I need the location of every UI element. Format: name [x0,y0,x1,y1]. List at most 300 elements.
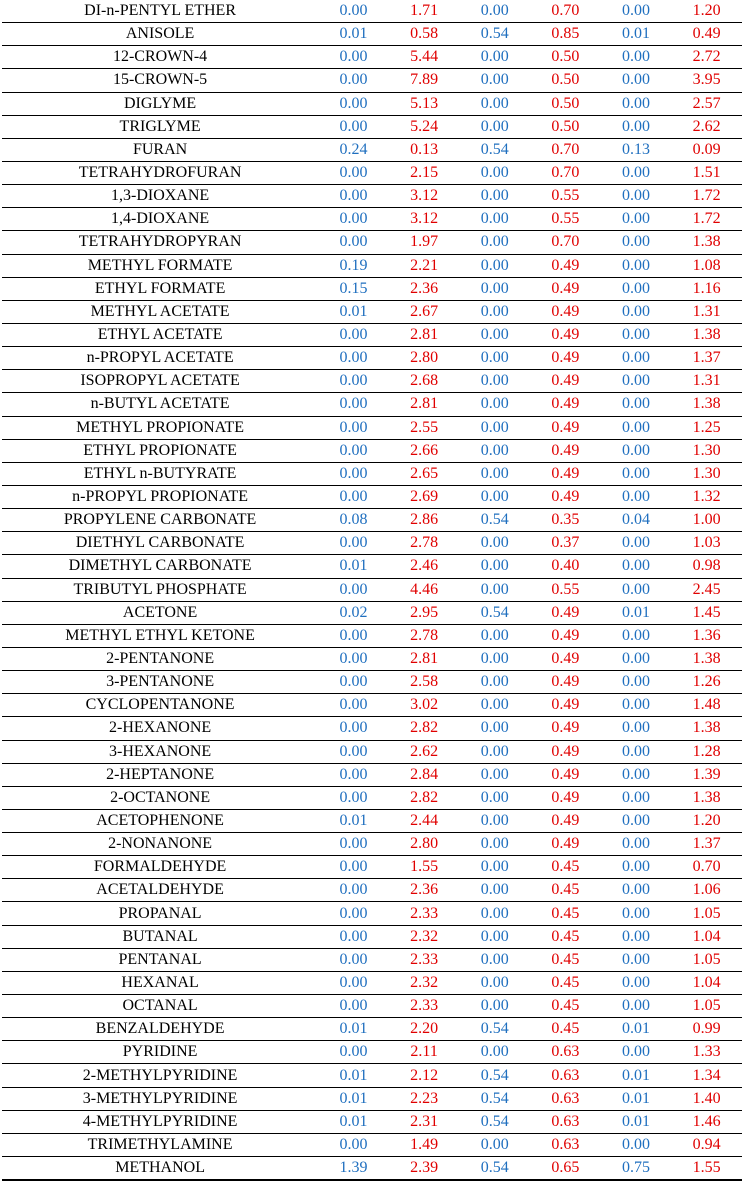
solvent-name-cell: ACETOPHENONE [2,809,318,832]
value-cell: 0.01 [601,1018,672,1041]
table-row [2,578,742,601]
table-row [2,254,742,277]
value-cell: 0.00 [601,948,672,971]
solvent-name-cell: 2-HEXANONE [2,717,318,740]
solvent-name-cell: 2-METHYLPYRIDINE [2,1064,318,1087]
table-row [2,647,742,670]
value-cell: 0.00 [601,277,672,300]
table-row [2,1018,742,1041]
value-cell: 3.12 [389,185,460,208]
table-row [2,485,742,508]
value-cell: 0.00 [459,115,530,138]
value-cell: 1.25 [671,416,742,439]
value-cell: 0.00 [459,763,530,786]
solvent-name-cell: TRIBUTYL PHOSPHATE [2,578,318,601]
table-row [2,879,742,902]
value-cell: 0.00 [318,902,389,925]
solvent-name-cell: 3-HEXANONE [2,740,318,763]
value-cell: 0.00 [318,833,389,856]
value-cell: 0.00 [601,323,672,346]
solvent-name-cell: FURAN [2,138,318,161]
value-cell: 2.78 [389,532,460,555]
value-cell: 7.89 [389,69,460,92]
solvent-name-cell: BENZALDEHYDE [2,1018,318,1041]
value-cell: 0.00 [459,786,530,809]
value-cell: 0.50 [530,92,601,115]
value-cell: 1.32 [671,485,742,508]
value-cell: 2.72 [671,46,742,69]
value-cell: 0.00 [459,277,530,300]
value-cell: 0.00 [318,92,389,115]
value-cell: 0.00 [318,995,389,1018]
solvent-name-cell: METHYL PROPIONATE [2,416,318,439]
value-cell: 0.00 [318,1041,389,1064]
solvent-name-cell: FORMALDEHYDE [2,856,318,879]
value-cell: 0.00 [601,161,672,184]
value-cell: 2.80 [389,833,460,856]
value-cell: 0.00 [318,439,389,462]
value-cell: 0.49 [530,254,601,277]
value-cell: 0.00 [318,393,389,416]
solvent-name-cell: TRIGLYME [2,115,318,138]
value-cell: 0.00 [601,717,672,740]
value-cell: 0.50 [530,115,601,138]
value-cell: 2.32 [389,971,460,994]
value-cell: 0.49 [530,462,601,485]
value-cell: 0.00 [459,393,530,416]
value-cell: 0.00 [601,92,672,115]
value-cell: 0.01 [318,809,389,832]
value-cell: 0.00 [601,809,672,832]
value-cell: 2.11 [389,1041,460,1064]
value-cell: 0.00 [318,694,389,717]
value-cell: 1.37 [671,833,742,856]
value-cell: 0.54 [459,601,530,624]
value-cell: 2.21 [389,254,460,277]
table-row [2,1087,742,1110]
value-cell: 2.33 [389,902,460,925]
value-cell: 0.49 [530,694,601,717]
table-row [2,69,742,92]
value-cell: 0.70 [530,138,601,161]
value-cell: 1.72 [671,185,742,208]
value-cell: 0.00 [459,856,530,879]
value-cell: 0.55 [530,185,601,208]
table-row [2,462,742,485]
value-cell: 0.00 [459,416,530,439]
value-cell: 0.00 [601,416,672,439]
value-cell: 1.46 [671,1110,742,1133]
table-row [2,786,742,809]
value-cell: 0.00 [459,578,530,601]
value-cell: 0.01 [318,1064,389,1087]
value-cell: 0.00 [601,740,672,763]
value-cell: 2.67 [389,300,460,323]
value-cell: 0.00 [601,578,672,601]
value-cell: 0.99 [671,1018,742,1041]
value-cell: 0.24 [318,138,389,161]
table-row [2,0,742,23]
value-cell: 0.49 [530,601,601,624]
value-cell: 3.12 [389,208,460,231]
solvent-name-cell: 2-NONANONE [2,833,318,856]
table-row [2,1133,742,1156]
value-cell: 1.55 [389,856,460,879]
solvent-name-cell: TRIMETHYLAMINE [2,1133,318,1156]
value-cell: 0.00 [601,1041,672,1064]
value-cell: 2.84 [389,763,460,786]
value-cell: 0.45 [530,1018,601,1041]
value-cell: 0.00 [318,185,389,208]
value-cell: 0.00 [318,786,389,809]
value-cell: 0.00 [318,1133,389,1156]
value-cell: 0.00 [459,231,530,254]
value-cell: 0.00 [318,879,389,902]
value-cell: 0.00 [459,1041,530,1064]
value-cell: 0.00 [318,46,389,69]
value-cell: 0.00 [601,208,672,231]
value-cell: 0.54 [459,1087,530,1110]
value-cell: 2.36 [389,277,460,300]
solvent-name-cell: BUTANAL [2,925,318,948]
value-cell: 0.70 [530,161,601,184]
value-cell: 0.70 [530,231,601,254]
value-cell: 0.00 [318,740,389,763]
value-cell: 0.63 [530,1041,601,1064]
table-row [2,833,742,856]
solvent-name-cell: METHYL ETHYL KETONE [2,624,318,647]
solvent-name-cell: 3-METHYLPYRIDINE [2,1087,318,1110]
value-cell: 2.66 [389,439,460,462]
value-cell: 0.01 [318,1110,389,1133]
value-cell: 0.02 [318,601,389,624]
value-cell: 0.94 [671,1133,742,1156]
value-cell: 0.00 [459,185,530,208]
value-cell: 0.00 [318,231,389,254]
value-cell: 0.00 [459,925,530,948]
value-cell: 0.58 [389,23,460,46]
value-cell: 1.97 [389,231,460,254]
table-row [2,995,742,1018]
table-row [2,925,742,948]
value-cell: 0.00 [601,485,672,508]
value-cell: 0.85 [530,23,601,46]
solvent-name-cell: 3-PENTANONE [2,671,318,694]
value-cell: 0.00 [459,462,530,485]
table-row [2,555,742,578]
value-cell: 0.49 [530,763,601,786]
value-cell: 0.00 [459,254,530,277]
value-cell: 2.58 [389,671,460,694]
value-cell: 0.00 [601,833,672,856]
value-cell: 0.13 [601,138,672,161]
value-cell: 0.00 [459,879,530,902]
solvent-name-cell: ANISOLE [2,23,318,46]
solvent-name-cell: HEXANAL [2,971,318,994]
value-cell: 0.49 [530,323,601,346]
value-cell: 1.55 [671,1157,742,1181]
value-cell: 0.00 [459,208,530,231]
value-cell: 2.82 [389,786,460,809]
value-cell: 0.00 [318,763,389,786]
value-cell: 0.54 [459,1018,530,1041]
table-row [2,323,742,346]
solvent-name-cell: ETHYL ACETATE [2,323,318,346]
value-cell: 0.49 [530,624,601,647]
table-row [2,1110,742,1133]
value-cell: 1.30 [671,462,742,485]
value-cell: 0.65 [530,1157,601,1181]
table-row [2,23,742,46]
value-cell: 1.38 [671,323,742,346]
solvent-name-cell: ACETALDEHYDE [2,879,318,902]
value-cell: 0.00 [459,809,530,832]
value-cell: 2.33 [389,948,460,971]
value-cell: 0.54 [459,1157,530,1181]
solvent-name-cell: PROPYLENE CARBONATE [2,509,318,532]
solvent-name-cell: TETRAHYDROFURAN [2,161,318,184]
value-cell: 0.45 [530,902,601,925]
value-cell: 0.49 [530,740,601,763]
value-cell: 0.00 [601,763,672,786]
table-row [2,694,742,717]
value-cell: 0.01 [318,300,389,323]
value-cell: 0.49 [530,439,601,462]
solvent-name-cell: DIGLYME [2,92,318,115]
value-cell: 0.49 [530,277,601,300]
value-cell: 0.49 [530,786,601,809]
value-cell: 0.04 [601,509,672,532]
table-row [2,231,742,254]
solvent-name-cell: DIETHYL CARBONATE [2,532,318,555]
value-cell: 2.44 [389,809,460,832]
value-cell: 2.80 [389,347,460,370]
value-cell: 0.00 [318,323,389,346]
solvent-name-cell: n-PROPYL ACETATE [2,347,318,370]
value-cell: 1.08 [671,254,742,277]
value-cell: 1.34 [671,1064,742,1087]
value-cell: 0.01 [318,1018,389,1041]
value-cell: 2.95 [389,601,460,624]
value-cell: 0.45 [530,925,601,948]
value-cell: 0.00 [318,347,389,370]
solvent-data-table [2,0,742,1181]
value-cell: 2.46 [389,555,460,578]
value-cell: 0.00 [459,995,530,1018]
value-cell: 0.45 [530,971,601,994]
value-cell: 1.39 [671,763,742,786]
value-cell: 2.55 [389,416,460,439]
value-cell: 0.00 [601,971,672,994]
table-row [2,1157,742,1181]
value-cell: 0.00 [601,671,672,694]
value-cell: 0.00 [459,717,530,740]
table-row [2,138,742,161]
value-cell: 0.00 [459,740,530,763]
value-cell: 0.15 [318,277,389,300]
table-row [2,948,742,971]
solvent-name-cell: 15-CROWN-5 [2,69,318,92]
table-row [2,624,742,647]
value-cell: 0.19 [318,254,389,277]
value-cell: 0.00 [459,485,530,508]
solvent-name-cell: PROPANAL [2,902,318,925]
solvent-name-cell: 2-OCTANONE [2,786,318,809]
value-cell: 0.00 [601,902,672,925]
solvent-name-cell: METHYL FORMATE [2,254,318,277]
value-cell: 1.04 [671,925,742,948]
value-cell: 0.49 [530,671,601,694]
value-cell: 0.00 [459,439,530,462]
table-row [2,370,742,393]
value-cell: 3.02 [389,694,460,717]
value-cell: 0.00 [601,555,672,578]
value-cell: 1.49 [389,1133,460,1156]
table-row [2,717,742,740]
value-cell: 0.01 [318,23,389,46]
solvent-name-cell: ISOPROPYL ACETATE [2,370,318,393]
value-cell: 0.08 [318,509,389,532]
value-cell: 0.45 [530,879,601,902]
value-cell: 2.78 [389,624,460,647]
value-cell: 0.01 [601,23,672,46]
value-cell: 1.51 [671,161,742,184]
value-cell: 2.20 [389,1018,460,1041]
solvent-name-cell: ETHYL FORMATE [2,277,318,300]
table-row [2,740,742,763]
solvent-name-cell: n-BUTYL ACETATE [2,393,318,416]
value-cell: 0.00 [318,925,389,948]
value-cell: 1.26 [671,671,742,694]
solvent-name-cell: METHYL ACETATE [2,300,318,323]
value-cell: 0.49 [530,347,601,370]
table-row [2,509,742,532]
value-cell: 0.00 [601,254,672,277]
value-cell: 0.00 [318,578,389,601]
value-cell: 0.00 [318,69,389,92]
value-cell: 0.00 [318,647,389,670]
value-cell: 0.49 [530,300,601,323]
table-row [2,92,742,115]
value-cell: 2.82 [389,717,460,740]
solvent-name-cell: ETHYL n-BUTYRATE [2,462,318,485]
value-cell: 1.33 [671,1041,742,1064]
solvent-name-cell: 2-HEPTANONE [2,763,318,786]
value-cell: 0.00 [318,971,389,994]
value-cell: 1.31 [671,370,742,393]
value-cell: 1.38 [671,393,742,416]
value-cell: 0.00 [459,624,530,647]
value-cell: 2.69 [389,485,460,508]
value-cell: 0.00 [318,532,389,555]
value-cell: 0.00 [318,624,389,647]
solvent-name-cell: 1,4-DIOXANE [2,208,318,231]
value-cell: 0.35 [530,509,601,532]
value-cell: 0.49 [530,809,601,832]
solvent-name-cell: 1,3-DIOXANE [2,185,318,208]
value-cell: 0.45 [530,856,601,879]
value-cell: 0.00 [459,370,530,393]
value-cell: 0.00 [601,1133,672,1156]
value-cell: 0.00 [601,786,672,809]
value-cell: 0.00 [459,555,530,578]
value-cell: 0.00 [459,902,530,925]
value-cell: 2.62 [671,115,742,138]
value-cell: 2.39 [389,1157,460,1181]
solvent-name-cell: DIMETHYL CARBONATE [2,555,318,578]
value-cell: 0.50 [530,69,601,92]
value-cell: 0.54 [459,23,530,46]
value-cell: 2.23 [389,1087,460,1110]
table-row [2,601,742,624]
value-cell: 1.38 [671,717,742,740]
value-cell: 2.36 [389,879,460,902]
value-cell: 0.00 [601,185,672,208]
table-body [2,0,742,1180]
table-row [2,161,742,184]
value-cell: 0.54 [459,1110,530,1133]
value-cell: 0.49 [530,833,601,856]
table-row [2,671,742,694]
value-cell: 0.00 [601,231,672,254]
value-cell: 1.28 [671,740,742,763]
value-cell: 0.00 [601,995,672,1018]
table-row [2,763,742,786]
value-cell: 0.00 [601,925,672,948]
solvent-name-cell: DI-n-PENTYL ETHER [2,0,318,23]
value-cell: 0.00 [601,532,672,555]
value-cell: 0.00 [601,347,672,370]
solvent-name-cell: PENTANAL [2,948,318,971]
value-cell: 0.49 [530,647,601,670]
value-cell: 2.33 [389,995,460,1018]
value-cell: 0.00 [601,300,672,323]
value-cell: 0.00 [459,161,530,184]
value-cell: 1.36 [671,624,742,647]
value-cell: 0.13 [389,138,460,161]
value-cell: 1.20 [671,0,742,23]
value-cell: 2.65 [389,462,460,485]
value-cell: 5.44 [389,46,460,69]
value-cell: 0.00 [318,462,389,485]
value-cell: 0.70 [530,0,601,23]
value-cell: 0.01 [318,1087,389,1110]
value-cell: 2.81 [389,323,460,346]
value-cell: 0.00 [459,532,530,555]
value-cell: 2.31 [389,1110,460,1133]
table-row [2,971,742,994]
value-cell: 0.00 [459,92,530,115]
table-row [2,1064,742,1087]
value-cell: 3.95 [671,69,742,92]
value-cell: 0.00 [459,1133,530,1156]
table-row [2,416,742,439]
table-row [2,809,742,832]
table-row [2,856,742,879]
value-cell: 0.37 [530,532,601,555]
table-row [2,277,742,300]
table-row [2,532,742,555]
value-cell: 0.63 [530,1133,601,1156]
value-cell: 5.13 [389,92,460,115]
value-cell: 1.71 [389,0,460,23]
value-cell: 0.00 [601,393,672,416]
value-cell: 0.49 [671,23,742,46]
table-row [2,439,742,462]
value-cell: 0.00 [459,46,530,69]
value-cell: 4.46 [389,578,460,601]
value-cell: 0.00 [601,694,672,717]
